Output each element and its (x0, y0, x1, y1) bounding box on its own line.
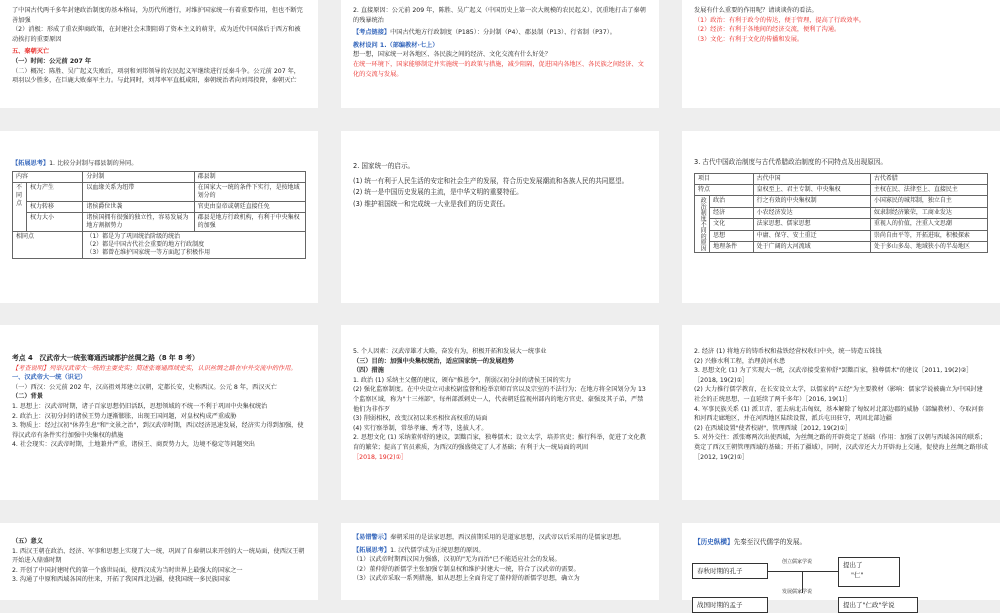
table-head: 郡县制 (194, 171, 305, 182)
text-line: （2）消极：形成了重农抑商政策，在封建社会末期阻碍了资本主义的萌芽，成为近代中国落后于西方和被动挨打的重要原因 (12, 26, 301, 43)
table-cell: 小国寡民的城邦制，独立自主 (870, 196, 987, 207)
table-head: 古代希腊 (870, 174, 987, 185)
table-cell: 特点 (695, 185, 754, 196)
history-line (694, 537, 988, 547)
table-cell: 诸侯国拥有很强的独立性，容易发展为地方割据势力 (83, 212, 194, 231)
same-label: 相同点 (13, 232, 83, 259)
text-line: 1. 思想上：汉武帝时期，诸子百家思想仍旧活跃，思想领域的不统一不利于巩固中央集权统治 (12, 402, 268, 410)
warning-line (353, 533, 647, 543)
text-line: 2. 开创了中国封建时代的第一个盛世局面，使西汉成为当时世界上最强大的国家之一 (12, 566, 243, 574)
text-line: (2) 兴修水利工程，治理黄河水患 (694, 357, 786, 365)
text-line: 5. 对外交往：派张骞两次出使西域，为丝绸之路的开辟奠定了基础（作用：加强了汉朝与西域各国的联系；奠定了西汉王朝管理西域的基础；开拓了疆域），同时，汉武帝还大力开辟海上交通，促使海上丝绸之路形成［2012, 19(2)①］ (694, 434, 988, 461)
table-head: 古代中国 (753, 174, 870, 185)
table-head: 内容 (13, 171, 83, 182)
instruction: 【考查说明】列举汉武帝大一统的主要史实；简述张骞通西域史实，认识丝绸之路在中外交流中的作用。 (12, 364, 297, 372)
text-line: 3. 沟通了中原和西域各国的往来，开拓了我国西北边疆，使我国统一多民族国家 (12, 576, 231, 584)
history-text: 先秦至汉代儒学的发展。 (733, 538, 807, 546)
table-cell: 经济 (710, 207, 754, 218)
sub-heading: （四）措施 (353, 367, 384, 375)
teach-answer: 在统一环境下，国家能够制定并实施统一的政策与措施，减少阻隔，促进国内各地区、各民族之间经济、文化的交流与发展。 (353, 61, 644, 78)
same-item: （3）都曾在维护国家统一等方面起了积极作用 (86, 249, 211, 257)
table-cell: 思想 (710, 230, 754, 241)
table-cell: 中庸、保守、安土重迁 (753, 230, 870, 241)
slide-confucian-reason (341, 523, 659, 600)
slide-unity-lessons (341, 131, 659, 303)
same-item: （2）都是中国古代社会重要的地方行政制度 (86, 241, 205, 249)
flow-box-mencius: 战国时期的孟子 (692, 597, 768, 613)
teach-title: 教材设问 1.（部编教材·七上） (353, 41, 439, 49)
text-line: 2. 直接原因：公元前 209 年，陈胜、吴广起义（中国历史上第一次大规模的农民起义），沉重地打击了秦朝的残暴统治 (353, 7, 646, 24)
topic-heading: 考点 4 汉武帝大一统张骞通西域都护丝绸之路（8 年 8 考） (12, 354, 199, 362)
slide-handi-unity (0, 325, 318, 500)
question-text: 1. 汉代儒学成为正统思想的原因。 (390, 546, 485, 554)
text-line: 2. 思想文化 (1) 采纳董仲舒的建议，罢黜百家，独尊儒术；设立太学，培养官吏；推行科举，促进了文化教育的繁荣；提高了官员素质，为西汉的强盛奠定了人才基础；有利于大一统局面的巩固 (353, 434, 646, 452)
text-line: (2) 在西域设置"使者校尉"，管理西域［2012, 19(2)①］ (694, 424, 852, 432)
slide-title: 2. 国家统一的启示。 (353, 162, 415, 170)
slide-handi-measures (341, 325, 659, 500)
table-cell: 在国家大一统的条件下实行，是按地域划分的 (194, 182, 305, 201)
item: (3) 维护祖国统一和完成统一大业是我们的历史责任。 (353, 199, 510, 208)
table-cell: 权力大小 (27, 212, 83, 231)
table-cell: 诸侯爵位世袭 (83, 201, 194, 212)
warning-text: 秦朝采用的是法家思想，西汉前期采用的是道家思想，汉武帝以后采用的是儒家思想。 (390, 534, 626, 541)
slide-significance (0, 523, 318, 600)
slide-fenfeng-compare (0, 131, 318, 303)
text-line: 发展有什么重要的作用呢？请谈谈你的看法。 (694, 7, 818, 14)
diff-label: 不同点 (13, 182, 27, 231)
flow-box-renzheng: 提出了"仁政"学说 (838, 597, 918, 613)
point: （3）文化：有利于文化的传播和发展。 (694, 35, 804, 43)
tag: 【易错警示】 (353, 534, 391, 541)
link-tag: 【考点链接】 (353, 29, 391, 37)
section-heading: 一、汉武帝大一统（识记） (12, 374, 87, 382)
exam-ref: ［2018, 19(2)①］ (353, 453, 408, 461)
table-cell: 崇尚自由平等，开拓进取，积极探索 (870, 230, 987, 241)
flow-box-confucius: 春秋时期的孔子 (692, 563, 768, 579)
text-line: 1. 西汉王朝在政治、经济、军事和思想上实现了大一统，巩固了自秦朝以来开创的大一统局面，使西汉王朝开始进入鼎盛时期 (12, 547, 305, 565)
text-line: 3. 物质上：经过汉初"休养生息"和"文景之治"，到汉武帝时期，西汉经济迅速发展，经济实力得到加强，使得汉武帝有条件实行加强中央集权的措施 (12, 422, 304, 439)
flow-box-text: 提出了 (843, 561, 863, 569)
slide-qin-fall (0, 0, 318, 108)
text-line: （1）汉武帝时期西汉国力强盛，汉初的"无为而治"已不能适应社会的发展。 (353, 556, 561, 564)
flow-diagram (682, 553, 1000, 609)
vertical-label: 政治制度不同的原因 (695, 196, 710, 253)
table-cell: 处于广阔的大河流域 (753, 241, 870, 252)
item: (2) 统一是中国历史发展的主流，是中华文明的重要特征。 (353, 188, 523, 197)
table-cell: 行之有效的中央集权制 (753, 196, 870, 207)
slide-china-greece (682, 131, 1000, 303)
table-cell: 重视人的价值，注重人文思潮 (870, 219, 987, 230)
text-line: （3）汉武帝采取一系列措施，如从思想上全面肯定了董仲舒的新儒学思想，确立为 (353, 575, 580, 583)
question-text: 1. 比较分封制与郡县制的异同。 (49, 160, 138, 167)
text-line: 4. 社会现实：汉武帝时期，土地兼并严重，诸侯王、商贾势力大，边境不稳定等问题突出 (12, 441, 255, 449)
link-block (353, 28, 647, 38)
text-line: （一）时间：公元前 207 年 (12, 58, 92, 66)
flow-arrow (768, 571, 838, 572)
table-cell: 权力转移 (27, 201, 83, 212)
section-heading: 五、秦朝灭亡 (12, 48, 50, 56)
slide-qin-cause (341, 0, 659, 108)
slide-handi-economy (682, 325, 1000, 500)
text-line: （三）目的：加强中央集权统治，适应国家统一的发展趋势 (353, 357, 514, 365)
table-cell: 小农经济发达 (753, 207, 870, 218)
table-cell: 郡县是地方行政机构，有利于中央集权的加强 (194, 212, 305, 231)
same-item: （1）都是为了巩固统治阶级的统治 (86, 233, 181, 241)
table-cell: 法家思想、儒家思想 (753, 219, 870, 230)
flow-label: 创立儒家学说 (782, 559, 813, 565)
text-line: 3. 思想文化 (1) 为了实现大一统，汉武帝接受董仲舒"罢黜百家，独尊儒术"的建议［2011, 19(2)②］［2018, 19(2)①］ (694, 367, 973, 384)
question-line (12, 159, 306, 169)
text-line: （二）概况：陈胜、吴广起义失败后，项羽和刘邦领导的农民起义军继续进行反秦斗争。公元前 207 年，项羽以少胜多，在巨鹿大败秦军主力。与此同时，刘邦率军直抵咸阳，秦朝统治者向刘邦投降，秦朝灭亡 (12, 67, 300, 85)
sub-heading: （二）背景 (12, 393, 43, 401)
compare-table (694, 173, 988, 253)
point: （1）政治：有利于政令的传达，便于管理，提高了行政效率。 (694, 16, 865, 24)
point: （2）经济：有利于各地间的经济交流，便利了沟通。 (694, 26, 841, 34)
same-cell (83, 232, 306, 259)
text-line: 4. 军事民族关系 (1) 派卫青、霍去病北击匈奴，基本解除了匈奴对北部边郡的威胁（部编教材）、夺取河套和河西走廊地区，并在河西地区陆续设置，派兵屯田驻守，巩固北部边疆 (694, 405, 984, 423)
text-line: （一）西汉：公元前 202 年，汉高祖刘邦建立汉朝，定都长安，史称西汉。公元 8 年，西汉灭亡 (12, 383, 277, 391)
table-cell: 文化 (710, 219, 754, 230)
table-cell: 处于多山多岛、地域狭小的半岛地区 (870, 241, 987, 252)
slide-confucian-development (682, 523, 1000, 609)
table-cell: 官吏由皇帝或朝廷直接任免 (194, 201, 305, 212)
text-line: 1. 政治 (1) 采纳主父偃的建议，颁布"推恩令"，削弱汉初分封的诸侯王国的实力 (353, 376, 572, 384)
slide-unity-effect (682, 0, 1000, 108)
text-line: 5. 个人因素：汉武帝雄才大略，奋发有为，积极开拓和发展大一统事业 (353, 348, 547, 355)
question-line (353, 546, 647, 556)
table-cell: 主权在民、法律至上、直接民主 (870, 185, 987, 196)
tag: 【拓展思考】 (353, 546, 391, 554)
flow-label: 发展儒家学说 (782, 589, 813, 595)
slide-title: 3. 古代中国政治制度与古代希腊政治制度的不同特点及出现原因。 (694, 158, 888, 166)
table-cell: 政治 (710, 196, 754, 207)
compare-table (12, 171, 306, 260)
text-line: 2. 经济 (1) 将地方的铸币权和盐铁经营权收归中央，统一铸造五铢钱 (694, 348, 882, 355)
text-line: (3) 削弱相权，改变汉初以来丞相位高权重的局面 (353, 415, 488, 423)
sub-heading: （五）意义 (12, 538, 43, 545)
text-line: (4) 实行察举制，常举孝廉、秀才等，选拔人才。 (353, 424, 488, 432)
text-line: (2) 大力推行儒学教育，在长安设立太学，以儒家的"五经"为主要教材（影响：儒家学说被确立为中国封建社会的正统思想，一直延续了两千多年）［2016, 19(1)］ (694, 386, 983, 404)
link-text: 中国古代地方行政制度（P185）：分封制（P4）、郡县制（P13）、行省制（P37）。 (390, 29, 616, 37)
table-head: 项目 (695, 174, 754, 185)
item: (1) 统一有利于人民生活的安定和社会生产的发展，符合历史发展潮流和各族人民的共同愿望。 (353, 176, 629, 185)
text-line: 2. 政治上：汉初分封的诸侯王势力逐渐膨胀，出现王国问题，对皇权构成严重威胁 (12, 412, 237, 420)
flow-box-text: "仁" (851, 571, 864, 580)
table-cell: 奴隶制经济繁荣，工商业发达 (870, 207, 987, 218)
flow-box-ren (838, 557, 900, 587)
table-cell: 地理条件 (710, 241, 754, 252)
tag: 【拓展思考】 (12, 160, 50, 167)
table-head: 分封制 (83, 171, 194, 182)
table-cell: 权力产生 (27, 182, 83, 201)
teach-question: 想一想，国家统一对各地区、各民族之间的经济、文化交流有什么好处？ (353, 51, 551, 59)
tag: 【历史纵横】 (694, 538, 734, 546)
text-line: 了中国古代两千多年封建政治制度的基本格局，为历代所遵行，对维护国家统一有着重要作用，但也不断完善加强 (12, 7, 303, 24)
text-line: (2) 强化监察制度。在中央设立司隶校尉监督和检举京师百官以及宗室的不法行为；在地方将全国划分为 13 个监察区域，称为"十三州部"，每州部派刺史一人，代表朝廷监视州部内的地方官吏、豪强及其子弟，严禁他们为非作歹 (353, 386, 646, 413)
table-cell: 皇权至上、君主专制、中央集权 (753, 185, 870, 196)
table-cell: 以血缘关系为纽带 (83, 182, 194, 201)
text-line: （2）董仲舒的新儒学主张加强专制皇权和维护封建大一统，符合了汉武帝的需要。 (353, 565, 580, 573)
